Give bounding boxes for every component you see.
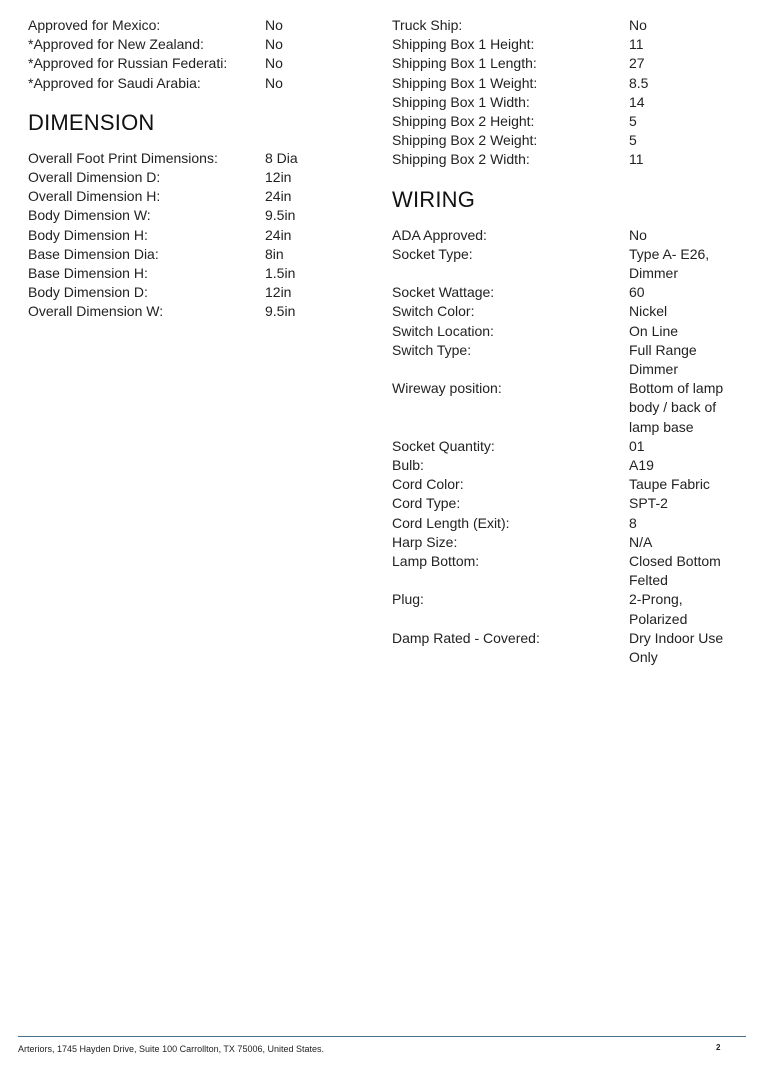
spec-row (392, 590, 742, 628)
spec-row (392, 552, 742, 590)
spec-value: No (265, 36, 283, 53)
footer-address: Arteriors, 1745 Hayden Drive, Suite 100 Carrollton, TX 75006, United States. (18, 1044, 324, 1054)
spec-row (28, 302, 358, 321)
spec-label: Wireway position: (392, 380, 502, 397)
spec-label: Harp Size: (392, 533, 458, 550)
spec-value: 14 (629, 93, 645, 110)
spec-row (392, 93, 742, 112)
spec-row (392, 131, 742, 150)
spec-label: Body Dimension D: (28, 284, 148, 301)
spec-label: Plug: (392, 591, 424, 608)
spec-row (28, 35, 358, 54)
spec-value: 2-Prong, Polarized (629, 591, 688, 627)
spec-row (392, 456, 742, 475)
spec-label: Overall Dimension H: (28, 188, 161, 205)
spec-value: No (265, 17, 283, 33)
spec-row (392, 514, 742, 533)
spec-label: Socket Quantity: (392, 437, 495, 454)
spec-value: 12in (265, 169, 292, 186)
shipping-list (392, 16, 742, 170)
approvals-list (28, 16, 358, 93)
spec-row (28, 149, 358, 168)
wiring-list (392, 226, 742, 668)
spec-row (392, 341, 742, 379)
spec-value: Dry Indoor Use Only (629, 629, 724, 666)
spec-label: Approved for Mexico: (28, 17, 161, 33)
spec-row (392, 379, 742, 437)
spec-row (392, 16, 742, 35)
spec-value: Nickel (629, 303, 668, 320)
spec-label: Base Dimension H: (28, 265, 148, 282)
spec-label: Bulb: (392, 457, 424, 474)
spec-label: Overall Dimension D: (28, 169, 161, 186)
spec-label: Cord Length (Exit): (392, 514, 510, 531)
spec-label: Damp Rated - Covered: (392, 629, 540, 646)
spec-row (392, 54, 742, 73)
spec-value: Bottom of lamp body / back of lamp base (629, 380, 724, 435)
spec-value: 8 (629, 514, 637, 531)
spec-label: Body Dimension H: (28, 226, 148, 243)
spec-label: Lamp Bottom: (392, 553, 480, 570)
spec-value: 11 (629, 151, 644, 168)
spec-row (28, 264, 358, 283)
spec-value: No (629, 17, 647, 33)
spec-value: Full Range Dimmer (629, 341, 697, 378)
dimensions-list (28, 149, 358, 322)
spec-row (392, 437, 742, 456)
spec-label: Shipping Box 2 Width: (392, 151, 530, 168)
spec-value: No (265, 55, 283, 72)
footer-divider (18, 1036, 746, 1037)
page-number: 2 (716, 1043, 721, 1052)
spec-label: Switch Location: (392, 322, 494, 339)
spec-value: 8in (265, 245, 284, 262)
spec-label: Socket Type: (392, 245, 473, 262)
spec-value: 9.5in (265, 207, 296, 224)
spec-label: Switch Color: (392, 303, 475, 320)
spec-label: Overall Dimension W: (28, 303, 164, 320)
spec-row (28, 74, 358, 93)
spec-value: 5 (629, 113, 637, 130)
spec-row (28, 283, 358, 302)
spec-label: Shipping Box 2 Weight: (392, 132, 538, 149)
spec-value: 1.5in (265, 265, 296, 282)
spec-row (392, 322, 742, 341)
spec-value: 01 (629, 437, 645, 454)
spec-row (28, 54, 358, 73)
spec-label: Overall Foot Print Dimensions: (28, 149, 218, 166)
spec-label: ADA Approved: (392, 226, 487, 243)
spec-label: Base Dimension Dia: (28, 245, 159, 262)
spec-row (392, 245, 742, 283)
spec-row (392, 302, 742, 321)
spec-label: Shipping Box 2 Height: (392, 113, 535, 130)
spec-label: Socket Wattage: (392, 284, 495, 301)
spec-value: Taupe Fabric (629, 476, 710, 493)
spec-row (392, 150, 742, 169)
spec-label: Cord Type: (392, 495, 461, 512)
spec-label: Shipping Box 1 Width: (392, 93, 530, 110)
spec-value: 5 (629, 132, 637, 149)
spec-value: No (265, 74, 283, 91)
spec-row (392, 494, 742, 513)
spec-row (28, 245, 358, 264)
spec-label: *Approved for New Zealand: (28, 36, 204, 53)
dimension-heading: DIMENSION (28, 109, 155, 135)
spec-row (392, 533, 742, 552)
spec-value: 24in (265, 188, 292, 205)
spec-value: No (629, 226, 647, 243)
spec-value: N/A (629, 533, 653, 550)
spec-value: 11 (629, 36, 644, 53)
spec-value: 27 (629, 55, 645, 72)
spec-row (28, 168, 358, 187)
spec-label: *Approved for Russian Federati: (28, 55, 228, 72)
spec-value: Closed Bottom Felted (629, 553, 721, 589)
spec-value: 60 (629, 284, 645, 301)
spec-value: SPT-2 (629, 495, 668, 512)
spec-row (28, 187, 358, 206)
spec-value: 12in (265, 284, 292, 301)
spec-row (28, 206, 358, 225)
spec-label: Switch Type: (392, 341, 472, 358)
spec-value: On Line (629, 322, 679, 339)
spec-label: Body Dimension W: (28, 207, 151, 224)
spec-value: 24in (265, 226, 292, 243)
spec-label: Truck Ship: (392, 17, 463, 33)
spec-row (392, 629, 742, 667)
spec-row (392, 74, 742, 93)
spec-label: Shipping Box 1 Weight: (392, 74, 538, 91)
right-column (392, 16, 742, 667)
spec-row (392, 283, 742, 302)
spec-row (28, 226, 358, 245)
spec-label: Shipping Box 1 Height: (392, 36, 535, 53)
spec-row (392, 475, 742, 494)
spec-value: 9.5in (265, 303, 296, 320)
spec-row (392, 35, 742, 54)
wiring-heading: WIRING (392, 186, 476, 212)
spec-row (392, 112, 742, 131)
spec-label: *Approved for Saudi Arabia: (28, 74, 201, 91)
spec-value: 8 Dia (265, 149, 298, 166)
spec-label: Shipping Box 1 Length: (392, 55, 537, 72)
spec-row (28, 16, 358, 35)
spec-label: Cord Color: (392, 476, 464, 493)
spec-value: 8.5 (629, 74, 649, 91)
spec-row (392, 226, 742, 245)
spec-value: Type A- E26, Dimmer (629, 245, 710, 282)
spec-value: A19 (629, 457, 654, 474)
left-column (28, 16, 358, 322)
